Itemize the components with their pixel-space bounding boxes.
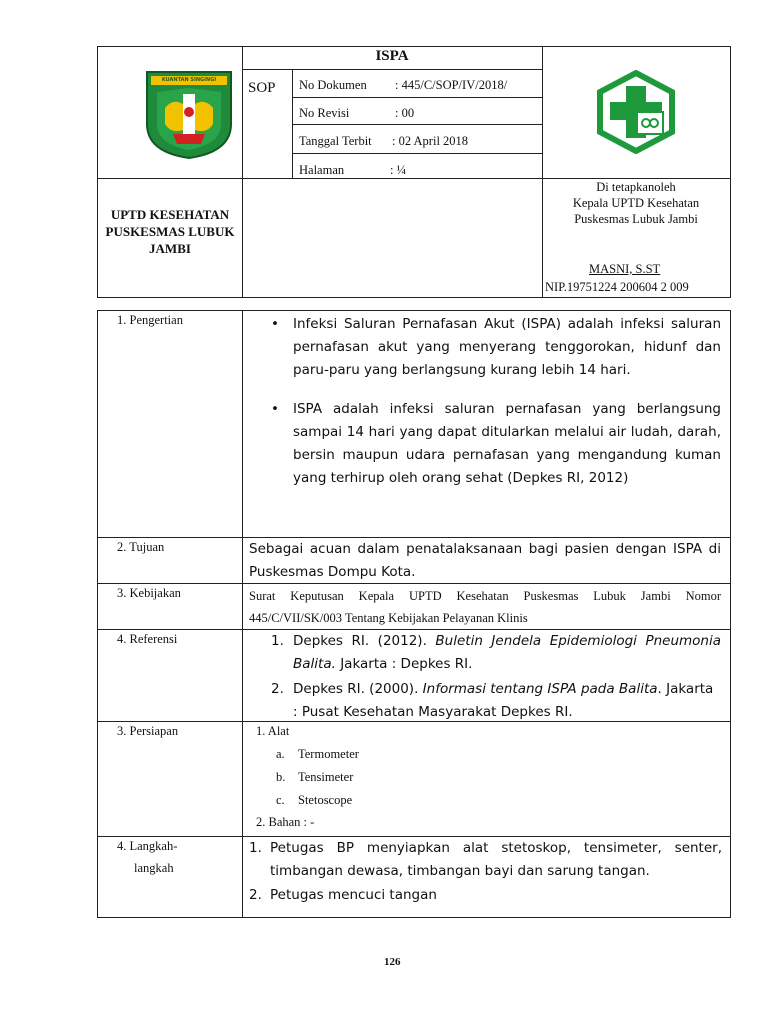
list-number: 1. <box>249 840 262 856</box>
reference-author: Depkes RI. (2012). <box>293 633 436 649</box>
doc-field-value: : 00 <box>395 106 415 120</box>
list-number: a. <box>276 747 285 761</box>
row-label-langkah: 4. Langkah- <box>117 839 178 853</box>
alat-heading: 1. Alat <box>256 724 290 738</box>
reference-publisher: . Jakarta : Pusat Kesehatan Masyarakat Depkes RI. <box>293 681 714 720</box>
list-number: 2. <box>249 887 262 903</box>
approver-nip: NIP.19751224 200604 2 009 <box>545 280 689 294</box>
row-label-kebijakan: 3. Kebijakan <box>117 586 181 600</box>
alat-item: Termometer <box>298 747 359 761</box>
step-text: Petugas BP menyiapkan alat stetoskop, tensimeter, senter, timbangan dewasa, timbangan bayi dan sarung tangan. <box>270 840 722 879</box>
approval-line: Kepala UPTD Kesehatan <box>572 196 700 210</box>
puskesmas-logo <box>596 70 676 154</box>
reference-publisher: Jakarta : Depkes RI. <box>335 656 473 672</box>
row-label-pengertian: 1. Pengertian <box>117 313 183 327</box>
approver-name: MASNI, S.ST <box>589 262 661 276</box>
document-title: ISPA <box>375 48 409 64</box>
pengertian-bullet-2: ISPA adalah infeksi saluran pernafasan yang berlangsung sampai 14 hari yang dapat ditularkan melalui air ludah, darah, bersin maupun udara pernafasan yang mengandung kuman yang terhirup oleh orang sehat (Depkes RI, 2012) <box>293 401 721 486</box>
list-number: b. <box>276 770 286 784</box>
reference-title: Buletin Jendela Epidemiologi Pneumonia Balita. <box>293 633 722 672</box>
doc-field-label: Halaman <box>299 163 345 177</box>
pengertian-content <box>271 313 721 490</box>
bullet-icon: • <box>271 316 279 332</box>
list-item <box>271 398 721 490</box>
organization-name: UPTD KESEHATAN PUSKESMAS LUBUK JAMBI <box>105 207 235 256</box>
list-item <box>249 837 722 883</box>
row-label-persiapan: 3. Persiapan <box>117 724 179 738</box>
row-label-tujuan: 2. Tujuan <box>117 540 165 554</box>
regency-logo <box>143 68 235 160</box>
list-number: c. <box>276 793 285 807</box>
alat-item: Tensimeter <box>298 770 354 784</box>
doc-field-label: No Dokumen <box>299 78 367 92</box>
doc-field-label: Tanggal Terbit <box>299 134 372 148</box>
doc-field-value: : ¼ <box>390 163 406 177</box>
logo-text: KUANTAN SINGINGI <box>161 77 217 83</box>
list-item <box>249 884 722 907</box>
bullet-icon: • <box>271 401 279 417</box>
list-item <box>271 630 722 676</box>
row-label-langkah-cont: langkah <box>134 861 174 875</box>
reference-author: Depkes RI. (2000). <box>293 681 423 697</box>
langkah-list <box>249 837 722 907</box>
doc-field-value: : 02 April 2018 <box>392 134 469 148</box>
bahan-line: 2. Bahan : - <box>256 815 315 829</box>
sop-label: SOP <box>248 80 276 96</box>
row-label-referensi: 4. Referensi <box>117 632 178 646</box>
approval-line: Di tetapkanoleh <box>596 180 676 194</box>
referensi-list <box>271 630 722 724</box>
step-text: Petugas mencuci tangan <box>270 887 437 903</box>
list-number: 2. <box>271 681 284 697</box>
approval-line: Puskesmas Lubuk Jambi <box>574 212 698 226</box>
list-item <box>271 678 721 724</box>
reference-title: Informasi tentang ISPA pada Balita <box>422 681 658 697</box>
alat-item: Stetoscope <box>298 793 353 807</box>
page-number: 126 <box>384 956 401 968</box>
doc-field-label: No Revisi <box>299 106 350 120</box>
tujuan-text: Sebagai acuan dalam penatalaksanaan bagi pasien dengan ISPA di Puskesmas Dompu Kota. <box>249 541 721 580</box>
pengertian-bullet-1: Infeksi Saluran Pernafasan Akut (ISPA) adalah infeksi saluran pernafasan akut yang menyerang tenggorokan, hidunf dan paru-paru yang berlangsung kurang lebih 14 hari. <box>293 316 721 378</box>
list-item <box>271 313 721 382</box>
list-number: 1. <box>271 633 284 649</box>
puskesmas-cross-icon <box>596 70 676 154</box>
kebijakan-text: Surat Keputusan Kepala UPTD Kesehatan Puskesmas Lubuk Jambi Nomor 445/C/VII/SK/003 Tentang Kebijakan Pelayanan Klinis <box>249 589 721 625</box>
doc-field-value: : 445/C/SOP/IV/2018/ <box>395 78 508 92</box>
